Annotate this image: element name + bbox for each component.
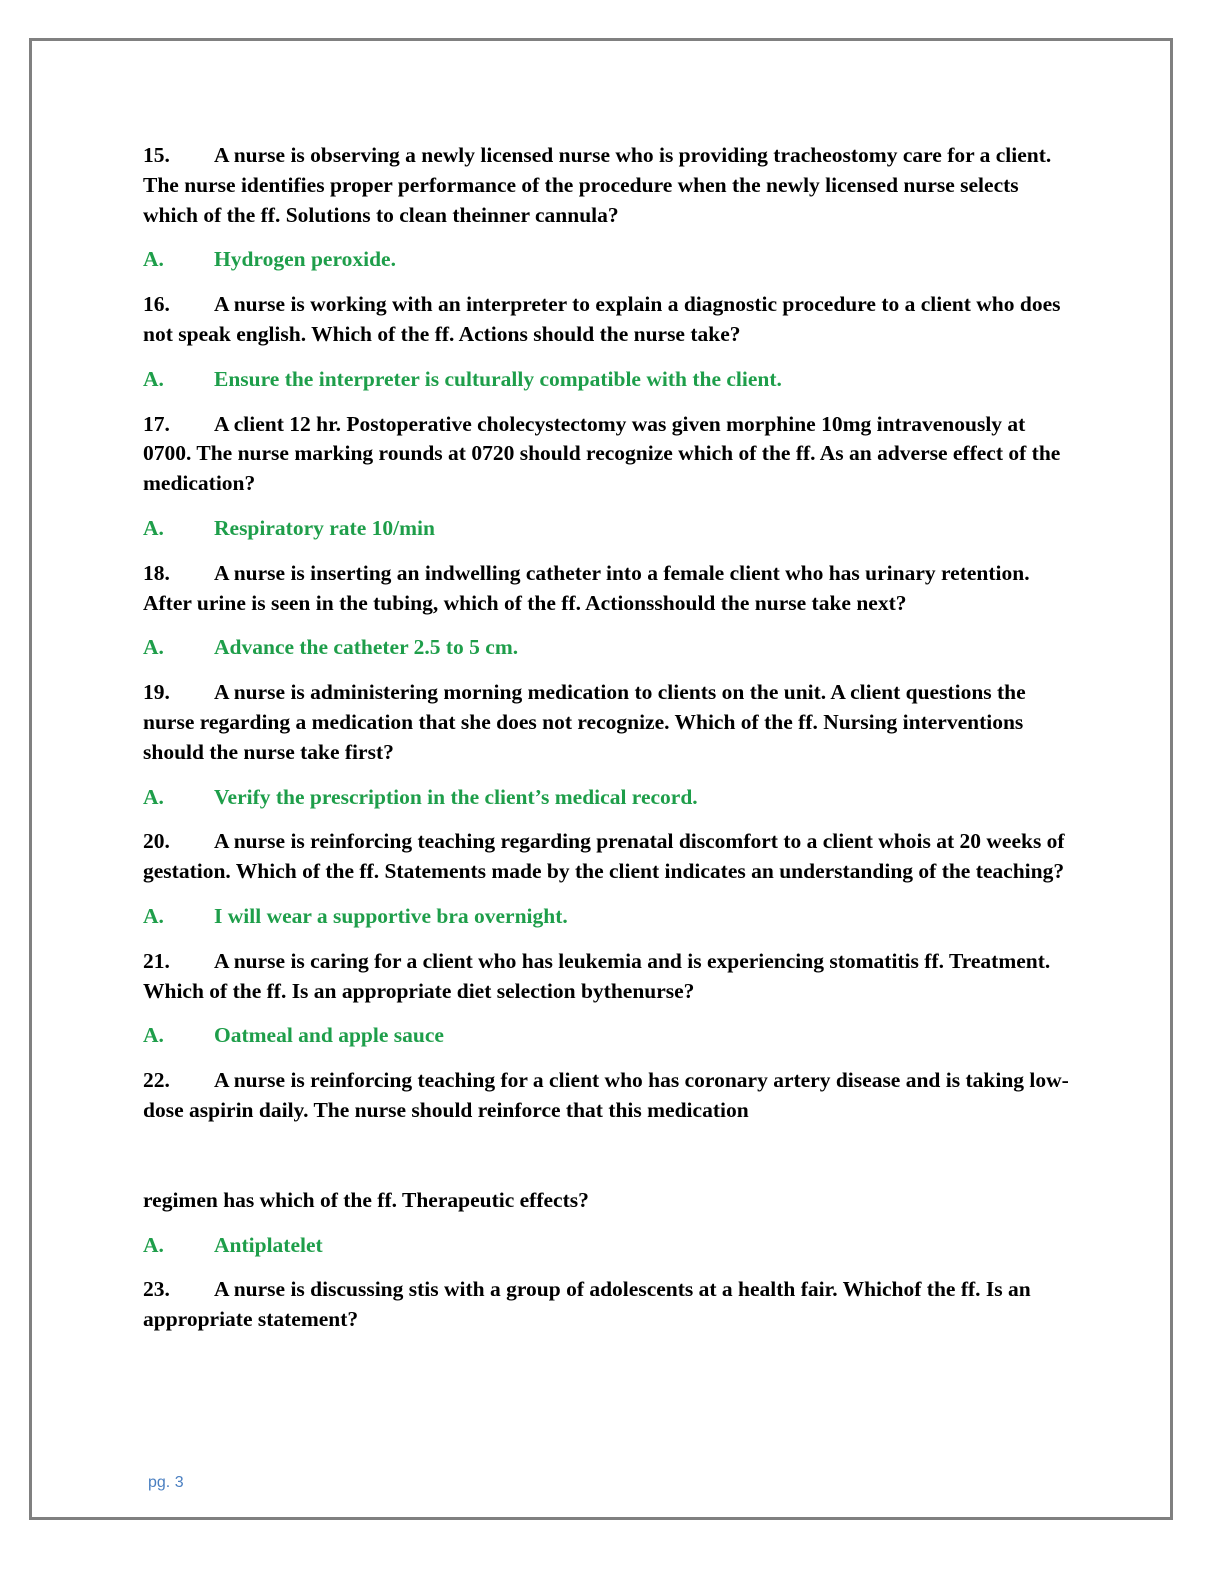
answer-text: Hydrogen peroxide. [214,247,396,272]
question-22 [143,1066,1073,1126]
question-number: 23. [143,1277,170,1302]
question-text: A nurse is inserting an indwelling catheter into a female client who has urinary retention. After urine is seen in the tubing, which of the ff. Actionsshould the nurse take next? [143,560,1030,615]
answer-text: Verify the prescription in the client’s medical record. [214,784,698,809]
question-number: 21. [143,948,170,973]
answer-label: A. [143,903,164,928]
answer-15 [143,245,1073,275]
question-15 [143,141,1073,230]
answer-text: Oatmeal and apple sauce [214,1023,444,1048]
question-text: A client 12 hr. Postoperative cholecystectomy was given morphine 10mg intravenously at 0700. The nurse marking rounds at 0720 should recognize which of the ff. As an adverse effect of the medication? [143,411,1061,496]
document-body [143,141,1073,1350]
question-text: A nurse is reinforcing teaching for a client who has coronary artery disease and is taking low-dose aspirin daily. The nurse should reinforce that this medication [143,1068,1069,1122]
question-21 [143,947,1073,1007]
question-text: A nurse is reinforcing teaching regarding prenatal discomfort to a client whois at 20 weeks of gestation. Which of the ff. Statements made by the client indicates an understanding of the teaching? [143,829,1065,884]
answer-20 [143,902,1073,932]
question-22-continued: regimen has which of the ff. Therapeutic effects? [143,1187,589,1212]
answer-text: I will wear a supportive bra overnight. [214,903,568,928]
answer-18 [143,633,1073,663]
answer-label: A. [143,635,164,660]
question-text: A nurse is caring for a client who has leukemia and is experiencing stomatitis ff. Treatment. Which of the ff. Is an appropriate diet selection bythenurse? [143,948,1051,1003]
answer-label: A. [143,515,164,540]
question-text: A nurse is discussing stis with a group of adolescents at a health fair. Whichof the ff. Is an appropriate statement? [143,1277,1031,1332]
page-number: pg. 3 [148,1474,184,1491]
question-number: 20. [143,829,170,854]
question-16 [143,290,1073,350]
question-number: 18. [143,560,170,585]
answer-text: Respiratory rate 10/min [214,515,435,540]
answer-17 [143,514,1073,544]
answer-text: Advance the catheter 2.5 to 5 cm. [214,635,519,660]
answer-label: A. [143,247,164,272]
answer-21 [143,1021,1073,1051]
question-number: 17. [143,411,170,436]
question-18 [143,559,1073,619]
question-17 [143,410,1073,499]
question-number: 16. [143,292,170,317]
answer-19 [143,783,1073,813]
answer-16 [143,365,1073,395]
answer-22 [143,1231,1073,1261]
answer-label: A. [143,1232,164,1257]
answer-text: Ensure the interpreter is culturally compatible with the client. [214,366,782,391]
answer-label: A. [143,1023,164,1048]
question-19 [143,678,1073,767]
question-number: 15. [143,143,170,167]
question-number: 19. [143,680,170,705]
question-text: A nurse is working with an interpreter to explain a diagnostic procedure to a client who does not speak english. Which of the ff. Actions should the nurse take? [143,292,1061,346]
question-20 [143,827,1073,887]
answer-label: A. [143,784,164,809]
answer-text: Antiplatelet [214,1232,323,1257]
answer-label: A. [143,366,164,391]
question-text: A nurse is administering morning medication to clients on the unit. A client questions the nurse regarding a medication that she does not recognize. Which of the ff. Nursing interventions should the nurse take first? [143,680,1026,764]
question-23 [143,1275,1073,1335]
question-number: 22. [143,1068,170,1093]
question-text: A nurse is observing a newly licensed nurse who is providing tracheostomy care for a client. The nurse identifies proper performance of the procedure when the newly licensed nurse selects which of the ff. Solutions to clean theinner cannula? [143,143,1052,227]
